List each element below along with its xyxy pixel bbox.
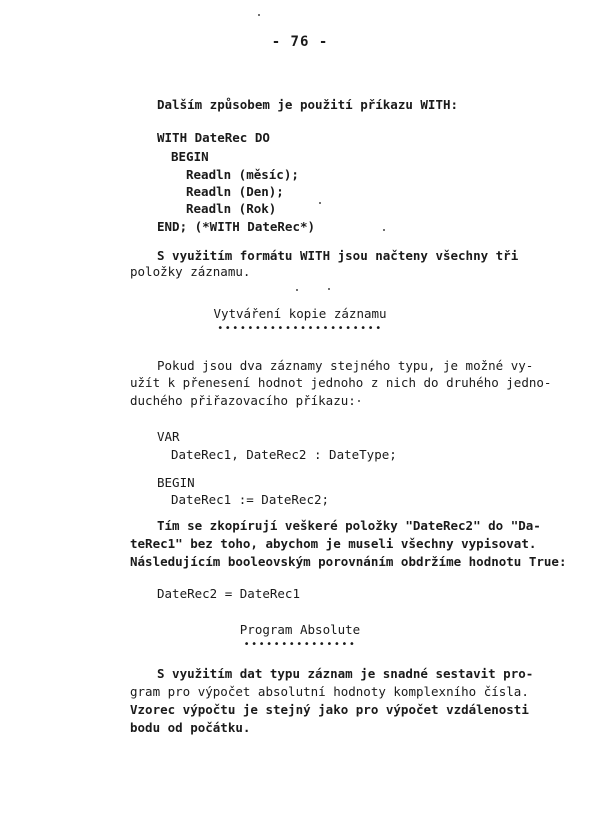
paragraph-line: duchého přiřazovacího příkazu: — [130, 393, 356, 408]
code-line: Readln (měsíc); — [186, 167, 299, 182]
section-title: Vytváření kopie záznamu — [213, 306, 387, 321]
paragraph-line: S využitím formátu WITH jsou načteny všechny tři — [157, 248, 519, 263]
page-number: - 76 - — [271, 34, 329, 50]
code-line: BEGIN — [171, 149, 209, 164]
paragraph-line: Tím se zkopírují veškeré položky "DateRec2" do "Da- — [157, 518, 541, 533]
scan-speck — [358, 400, 360, 402]
section-underline-dots: ••••••••••••••• — [243, 639, 357, 650]
scan-speck — [383, 229, 385, 231]
scan-speck — [319, 202, 321, 204]
paragraph-line: S využitím dat typu záznam je snadné sestavit pro- — [157, 666, 534, 681]
paragraph-line: Pokud jsou dva záznamy stejného typu, je možné vy- — [157, 358, 534, 373]
code-line: WITH DateRec DO — [157, 130, 270, 145]
paragraph-line: Následujícím booleovským porovnáním obdržíme hodnotu True: — [130, 554, 567, 569]
paragraph-line: bodu od počátku. — [130, 720, 251, 735]
code-line: DateRec2 = DateRec1 — [157, 586, 300, 601]
paragraph-line: Vzorec výpočtu je stejný jako pro výpočet vzdálenosti — [130, 702, 529, 717]
section-title: Program Absolute — [239, 622, 361, 637]
scan-speck — [296, 289, 298, 291]
scan-speck — [328, 288, 330, 290]
paragraph-line: teRec1" bez toho, abychom je museli všechny vypisovat. — [130, 536, 537, 551]
code-line: DateRec1 := DateRec2; — [171, 492, 330, 507]
intro-line: Dalším způsobem je použití příkazu WITH: — [157, 97, 459, 112]
code-line: Readln (Rok) — [186, 201, 277, 216]
section-underline-dots: •••••••••••••••••••••• — [217, 323, 383, 334]
code-line: BEGIN — [157, 475, 195, 490]
paragraph-line: užít k přenesení hodnot jednoho z nich do druhého jedno- — [130, 375, 552, 390]
code-line: VAR — [157, 429, 180, 444]
paragraph-line: položky záznamu. — [130, 264, 251, 279]
code-line: END; (*WITH DateRec*) — [157, 219, 316, 234]
paragraph-line: gram pro výpočet absolutní hodnoty komplexního čísla. — [130, 684, 529, 699]
code-line: DateRec1, DateRec2 : DateType; — [171, 447, 397, 462]
code-line: Readln (Den); — [186, 184, 284, 199]
scan-speck — [258, 14, 260, 16]
